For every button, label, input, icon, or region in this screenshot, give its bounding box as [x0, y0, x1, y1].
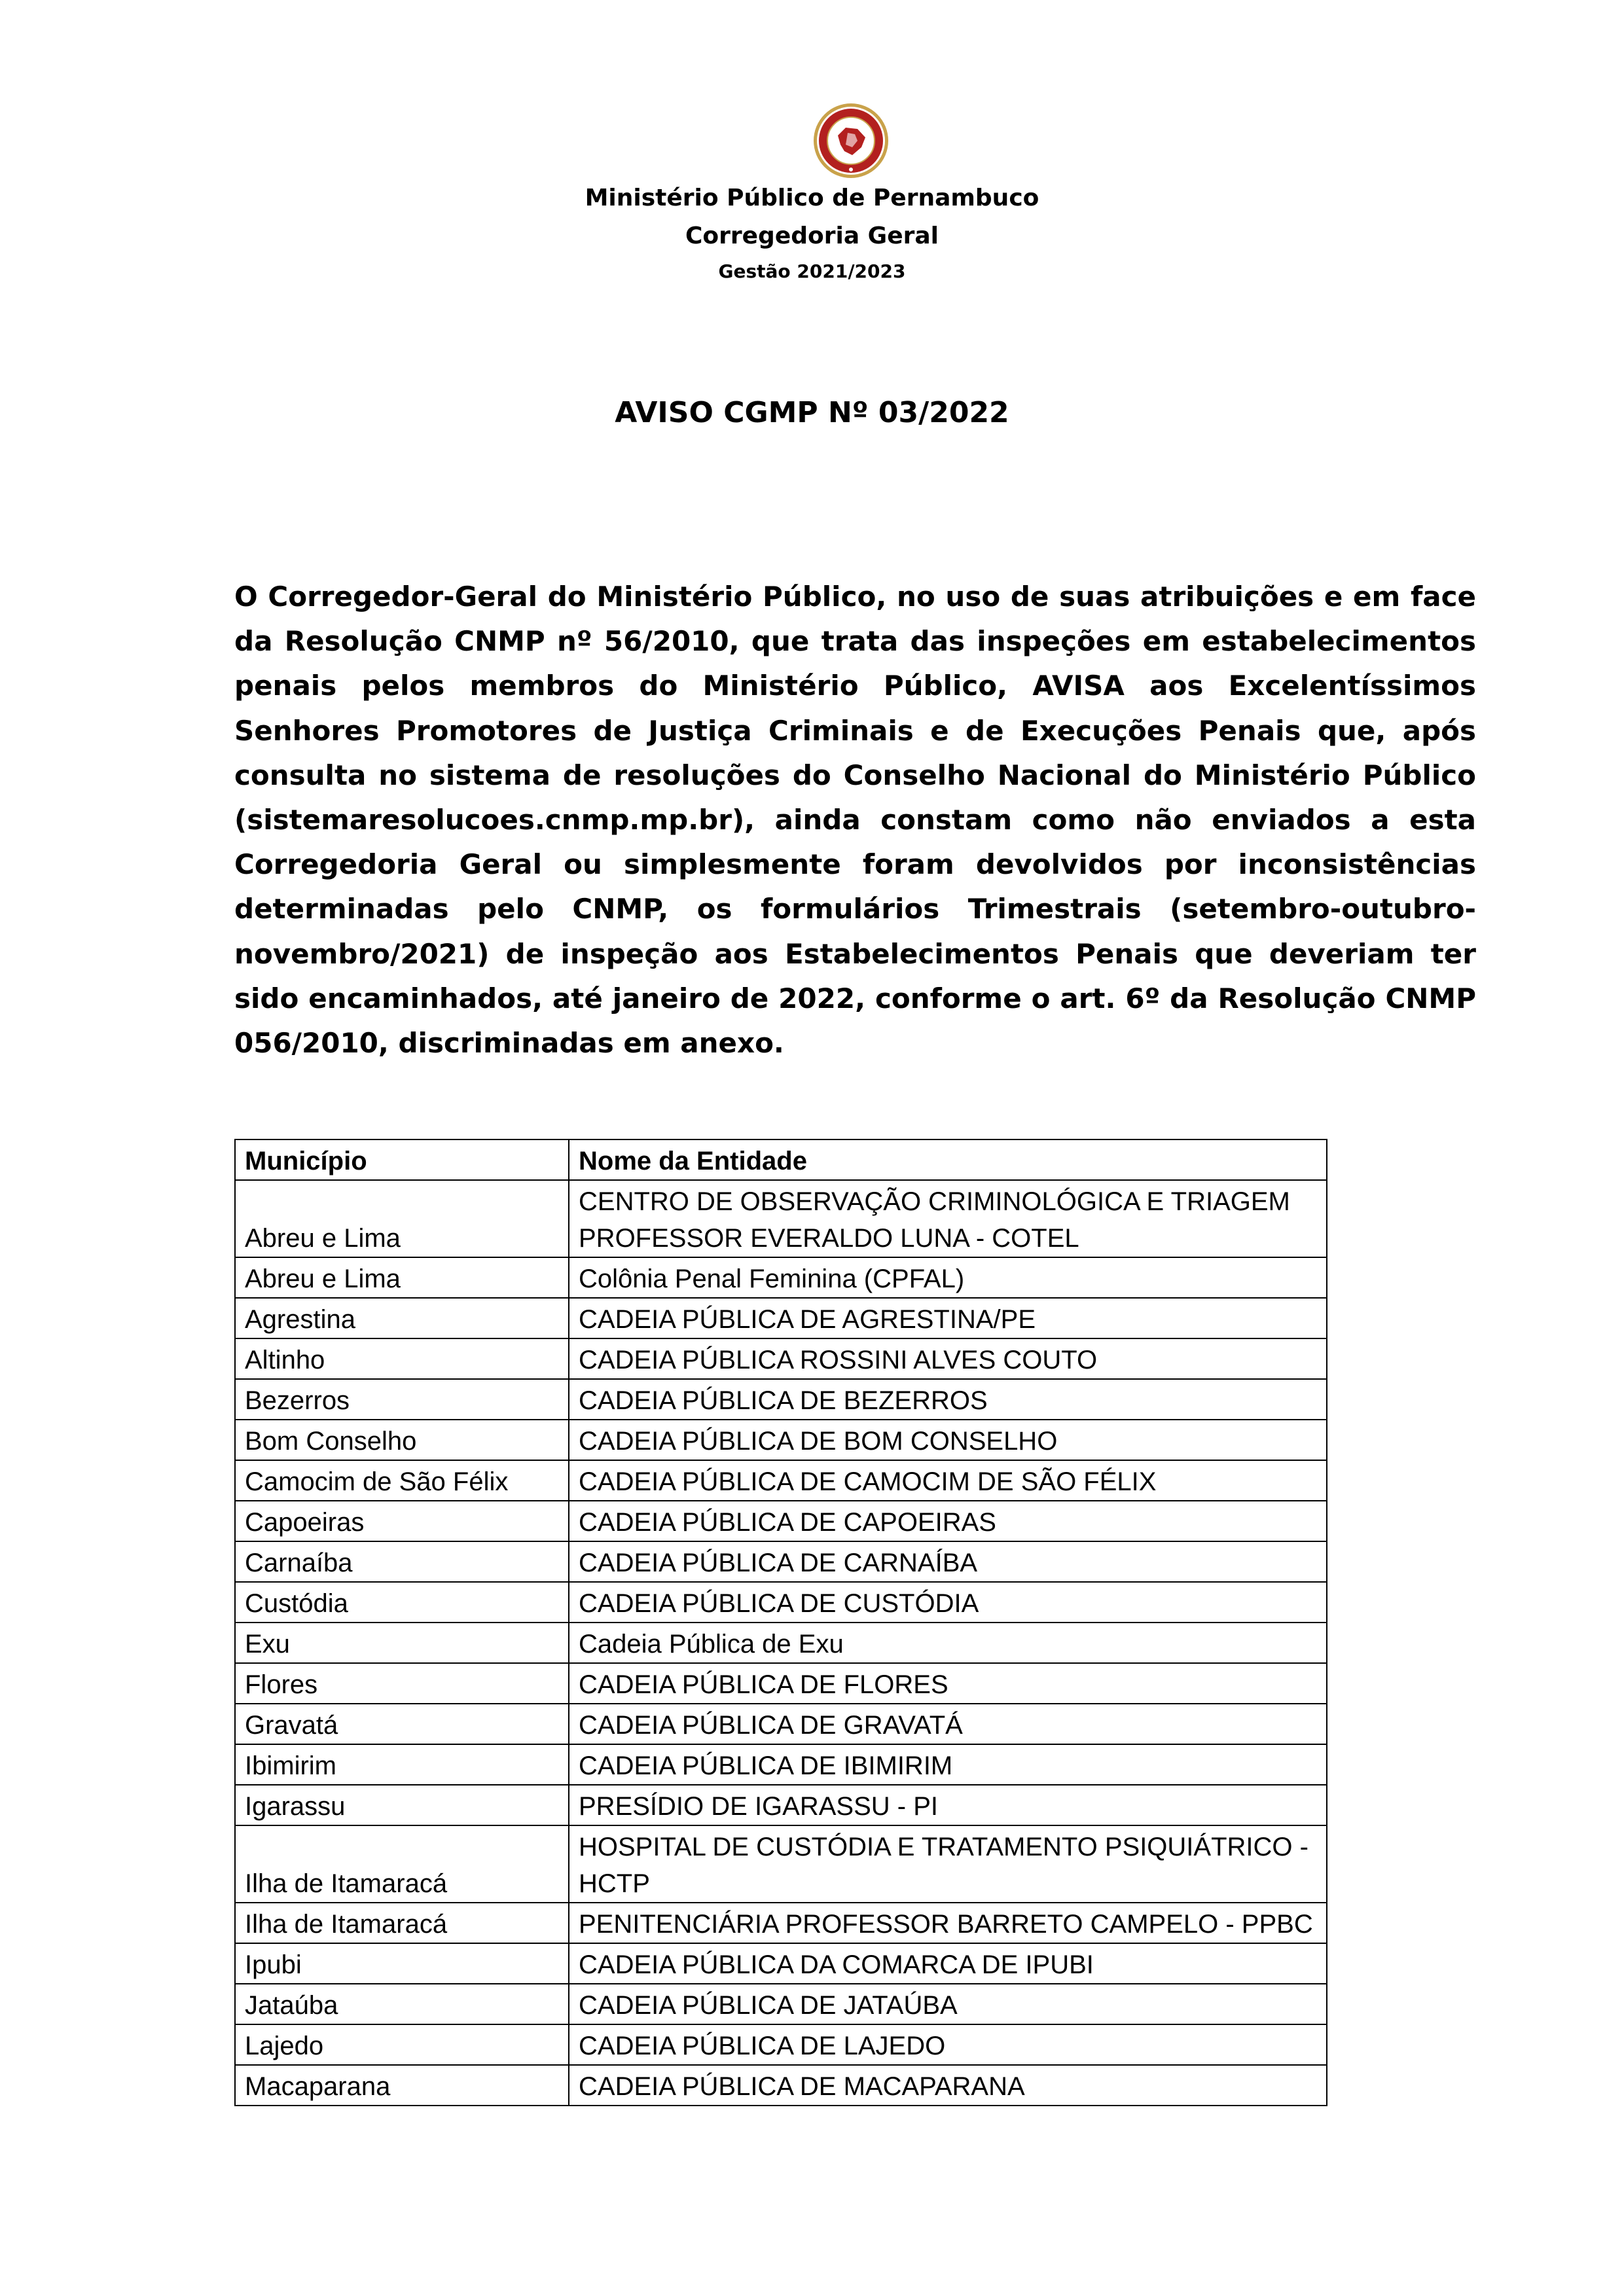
- municipality-cell: Camocim de São Félix: [235, 1460, 569, 1501]
- entity-name-cell: CADEIA PÚBLICA DE FLORES: [569, 1663, 1327, 1704]
- entity-name-cell: CENTRO DE OBSERVAÇÃO CRIMINOLÓGICA E TRIAGEM PROFESSOR EVERALDO LUNA - COTEL: [569, 1180, 1327, 1257]
- municipality-cell: Bezerros: [235, 1379, 569, 1420]
- penal-establishments-table: [234, 1139, 1327, 2106]
- entity-name-cell: CADEIA PÚBLICA DE CAPOEIRAS: [569, 1501, 1327, 1541]
- entity-name-cell: CADEIA PÚBLICA DE BEZERROS: [569, 1379, 1327, 1420]
- municipality-cell: Custódia: [235, 1582, 569, 1623]
- entity-name-cell: CADEIA PÚBLICA DE IBIMIRIM: [569, 1744, 1327, 1785]
- entity-name-cell: CADEIA PÚBLICA DA COMARCA DE IPUBI: [569, 1943, 1327, 1984]
- department-name: Corregedoria Geral: [685, 223, 939, 249]
- table-header-row: [235, 1139, 1327, 1180]
- entity-name-cell: HOSPITAL DE CUSTÓDIA E TRATAMENTO PSIQUIÁTRICO - HCTP: [569, 1825, 1327, 1903]
- municipality-cell: Lajedo: [235, 2024, 569, 2065]
- table-row: [235, 1541, 1327, 1582]
- management-term: Gestão 2021/2023: [718, 260, 906, 282]
- entity-name-cell: CADEIA PÚBLICA DE CUSTÓDIA: [569, 1582, 1327, 1623]
- mppe-seal-logo: [812, 101, 890, 180]
- table-row: [235, 1785, 1327, 1825]
- table-row: [235, 1257, 1327, 1298]
- municipality-cell: Abreu e Lima: [235, 1180, 569, 1257]
- municipality-cell: Bom Conselho: [235, 1420, 569, 1460]
- table-row: [235, 1420, 1327, 1460]
- entity-name-cell: CADEIA PÚBLICA DE GRAVATÁ: [569, 1704, 1327, 1744]
- table-row: [235, 1825, 1327, 1903]
- table-row: [235, 1501, 1327, 1541]
- municipality-cell: Flores: [235, 1663, 569, 1704]
- municipality-cell: Ilha de Itamaracá: [235, 1903, 569, 1943]
- column-header-entity: Nome da Entidade: [569, 1139, 1327, 1180]
- table-row: [235, 1379, 1327, 1420]
- table-row: [235, 1460, 1327, 1501]
- entity-name-cell: CADEIA PÚBLICA DE CARNAÍBA: [569, 1541, 1327, 1582]
- municipality-cell: Ibimirim: [235, 1744, 569, 1785]
- table-row: [235, 1582, 1327, 1623]
- entity-name-cell: CADEIA PÚBLICA DE MACAPARANA: [569, 2065, 1327, 2106]
- table-row: [235, 1663, 1327, 1704]
- entity-name-cell: CADEIA PÚBLICA DE JATAÚBA: [569, 1984, 1327, 2024]
- municipality-cell: Igarassu: [235, 1785, 569, 1825]
- entity-name-cell: CADEIA PÚBLICA DE BOM CONSELHO: [569, 1420, 1327, 1460]
- organization-name: Ministério Público de Pernambuco: [585, 185, 1039, 211]
- municipality-cell: Agrestina: [235, 1298, 569, 1338]
- entity-name-cell: Colônia Penal Feminina (CPFAL): [569, 1257, 1327, 1298]
- entity-name-cell: CADEIA PÚBLICA ROSSINI ALVES COUTO: [569, 1338, 1327, 1379]
- table-body: [235, 1180, 1327, 2106]
- table-row: [235, 1943, 1327, 1984]
- table-row: [235, 1903, 1327, 1943]
- municipality-cell: Exu: [235, 1623, 569, 1663]
- entity-name-cell: Cadeia Pública de Exu: [569, 1623, 1327, 1663]
- entity-name-cell: PRESÍDIO DE IGARASSU - PI: [569, 1785, 1327, 1825]
- municipality-cell: Abreu e Lima: [235, 1257, 569, 1298]
- entity-name-cell: CADEIA PÚBLICA DE CAMOCIM DE SÃO FÉLIX: [569, 1460, 1327, 1501]
- municipality-cell: Gravatá: [235, 1704, 569, 1744]
- municipality-cell: Ipubi: [235, 1943, 569, 1984]
- entity-name-cell: CADEIA PÚBLICA DE LAJEDO: [569, 2024, 1327, 2065]
- table-row: [235, 1338, 1327, 1379]
- document-title: AVISO CGMP Nº 03/2022: [615, 396, 1009, 429]
- table-row: [235, 1298, 1327, 1338]
- municipality-cell: Macaparana: [235, 2065, 569, 2106]
- table-row: [235, 1704, 1327, 1744]
- municipality-cell: Carnaíba: [235, 1541, 569, 1582]
- notice-paragraph: O Corregedor-Geral do Ministério Público, no uso de suas atribuições e em face da Resolução CNMP nº 56/2010, que trata das inspeções em estabelecimentos penais pelos membros do Ministério Público, AVISA aos Excelentíssimos Senhores Promotores de Justiça Criminais e de Execuções Penais que, após consulta no sistema de resoluções do Conselho Nacional do Ministério Público (sistemaresolucoes.cnmp.mp.br), ainda constam como não enviados a esta Corregedoria Geral ou simplesmente foram devolvidos por inconsistências determinadas pelo CNMP, os formulários Trimestrais (setembro-outubro-novembro/2021) de inspeção aos Estabelecimentos Penais que deveriam ter sido encaminhados, até janeiro de 2022, conforme o art. 6º da Resolução CNMP 056/2010, discriminadas em anexo.: [234, 581, 1476, 1060]
- table-row: [235, 1623, 1327, 1663]
- table-row: [235, 2024, 1327, 2065]
- municipality-cell: Altinho: [235, 1338, 569, 1379]
- table-row: [235, 2065, 1327, 2106]
- municipality-cell: Ilha de Itamaracá: [235, 1825, 569, 1903]
- entity-name-cell: PENITENCIÁRIA PROFESSOR BARRETO CAMPELO - PPBC: [569, 1903, 1327, 1943]
- table-row: [235, 1180, 1327, 1257]
- entity-name-cell: CADEIA PÚBLICA DE AGRESTINA/PE: [569, 1298, 1327, 1338]
- column-header-municipality: Município: [235, 1139, 569, 1180]
- table-row: [235, 1984, 1327, 2024]
- municipality-cell: Capoeiras: [235, 1501, 569, 1541]
- table-row: [235, 1744, 1327, 1785]
- municipality-cell: Jataúba: [235, 1984, 569, 2024]
